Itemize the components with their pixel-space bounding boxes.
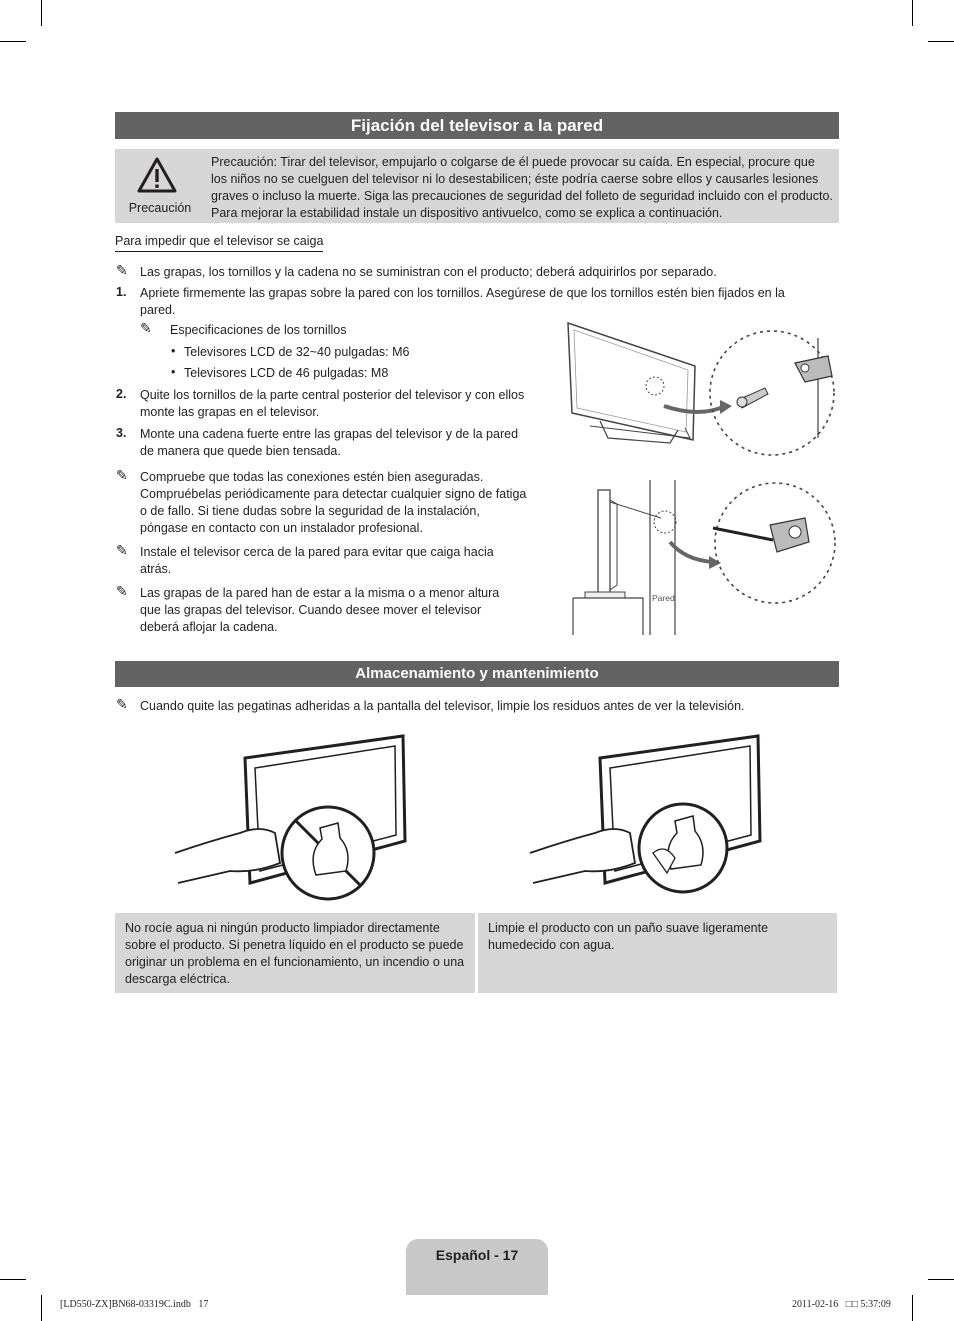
caution-label: Precaución: [128, 201, 192, 215]
caution-body: : Tirar del televisor, empujarlo o colgarse de él puede provocar su caída. En especial, procure que los niños no se cuelguen del televisor ni lo desestabilicen; éste podría caerse sobre ellos y causarles lesiones graves o incluso la muerte. Siga las precauciones de seguridad del folleto de seguridad incluido con el producto. Para mejorar la estabilidad instale un dispositivo antivuelco, como se explica a continuación.: [211, 155, 833, 220]
note-text: Compruebe que todas las conexiones estén bien aseguradas. Compruébelas periódicamente para detectar cualquier signo de fatiga o de fallo. Si tiene dudas sobre la seguridad de la instalación, póngase en contacto con un instalador profesional.: [140, 470, 527, 535]
page-number: Español - 17: [406, 1239, 548, 1295]
slug-right: 2011-02-16 □□ 5:37:09: [792, 1299, 891, 1310]
crop-mark: [912, 0, 913, 26]
crop-mark: [41, 0, 42, 26]
note-text: Instale el televisor cerca de la pared para evitar que caiga hacia atrás.: [140, 545, 494, 576]
warning-triangle-icon: [137, 157, 177, 193]
crop-mark: [912, 1295, 913, 1321]
wall-label: Pared: [652, 593, 675, 603]
note-intro: Las grapas, los tornillos y la cadena no se suministran con el producto; deberá adquirirlos por separado.: [140, 265, 717, 279]
subheading: Para impedir que el televisor se caiga: [115, 234, 323, 252]
pencil-note-icon: ✎: [116, 542, 128, 558]
tv-side-illustration: [565, 480, 845, 635]
step-number: 2.: [116, 387, 127, 401]
crop-mark: [928, 1279, 954, 1280]
step-number: 1.: [116, 285, 127, 299]
tv-bracket-illustration: [560, 318, 845, 466]
box-text: No rocíe agua ni ningún producto limpiador directamente sobre el producto. Si penetra líquido en el producto se puede originar un problema en el funcionamiento, un incendio o una descarga eléctrica.: [125, 921, 465, 986]
step-text: Monte una cadena fuerte entre las grapas del televisor y de la pared de manera que quede bien tensada.: [140, 427, 519, 458]
damp-cloth-illustration: [525, 733, 770, 903]
crop-mark: [0, 41, 26, 42]
caution-text: [211, 154, 833, 222]
crop-mark: [0, 1279, 26, 1280]
pencil-note-icon: ✎: [116, 262, 128, 278]
pencil-note-icon: ✎: [116, 467, 128, 483]
section-title: Almacenamiento y mantenimiento: [115, 661, 839, 687]
pencil-note-icon: ✎: [116, 696, 128, 712]
step-text: Apriete firmemente las grapas sobre la pared con los tornillos. Asegúrese de que los tornillos estén bien fijados en la pared.: [140, 286, 785, 317]
caution-box: [115, 149, 839, 223]
note-text: Las grapas de la pared han de estar a la misma o a menor altura que las grapas del televisor. Cuando desee mover el televisor deberá aflojar la cadena.: [140, 586, 500, 634]
slug-left: [LD550-ZX]BN68-03319C.indb 17: [60, 1299, 209, 1310]
step-number: 3.: [116, 426, 127, 440]
crop-mark: [928, 41, 954, 42]
bullet-dot: •: [171, 344, 176, 358]
note-text: Cuando quite las pegatinas adheridas a la pantalla del televisor, limpie los residuos antes de ver la televisión.: [140, 699, 745, 713]
pencil-note-icon: ✎: [140, 320, 152, 336]
advice-box: [478, 913, 837, 993]
step-text: Quite los tornillos de la parte central posterior del televisor y con ellos monte las grapas en el televisor.: [140, 388, 525, 419]
screw-spec: Televisores LCD de 32~40 pulgadas: M6: [184, 345, 410, 359]
warning-box: [115, 913, 475, 993]
screw-note: Especificaciones de los tornillos: [170, 323, 347, 337]
caution-lead: Precaución: [211, 155, 274, 169]
crop-mark: [41, 1295, 42, 1321]
pencil-note-icon: ✎: [116, 583, 128, 599]
screw-spec: Televisores LCD de 46 pulgadas: M8: [184, 366, 389, 380]
box-text: Limpie el producto con un paño suave ligeramente humedecido con agua.: [488, 921, 769, 952]
bullet-dot: •: [171, 365, 176, 379]
section-title: Fijación del televisor a la pared: [115, 112, 839, 139]
no-spray-illustration: [170, 733, 415, 903]
